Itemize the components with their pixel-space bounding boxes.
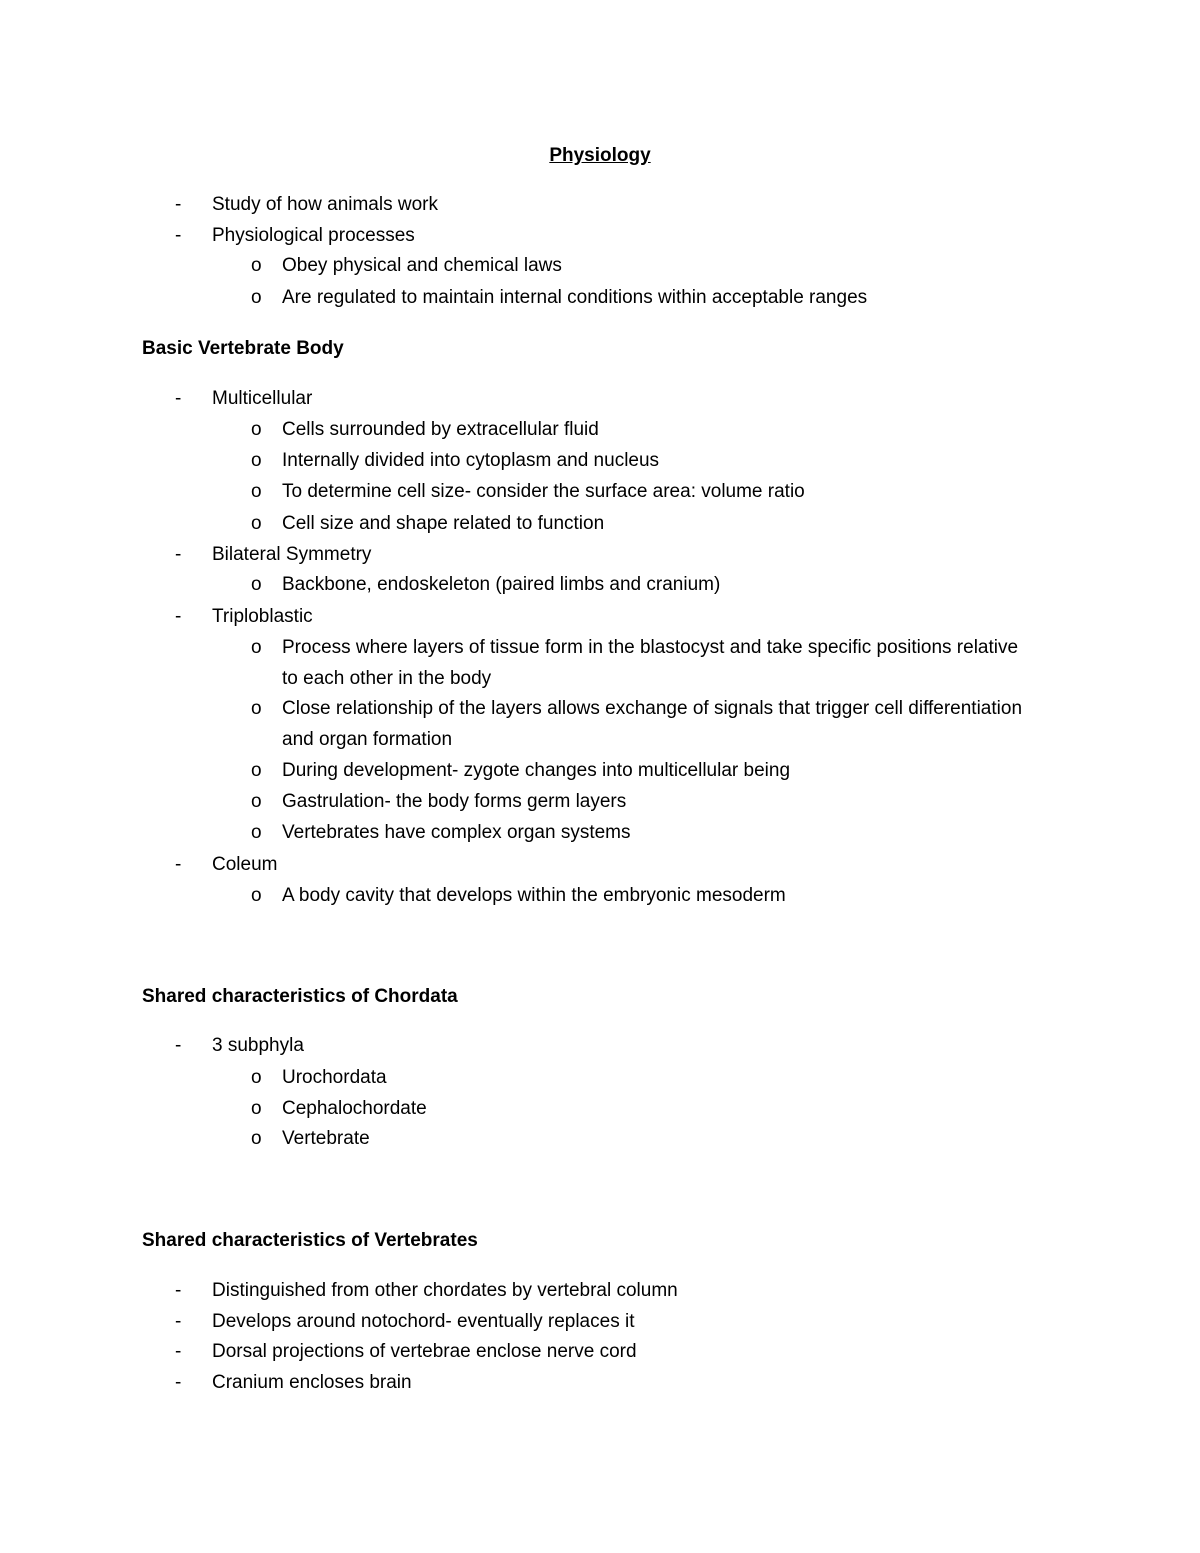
bullet-marker: o [251, 1067, 262, 1088]
bullet-marker: o [251, 791, 262, 812]
bullet-marker: o [251, 822, 262, 843]
list-item: Distinguished from other chordates by vertebral column [212, 1280, 678, 1301]
list-item: Physiological processes [212, 225, 415, 246]
sub-list-item: To determine cell size- consider the surface area: volume ratio [282, 481, 805, 502]
dash-marker: - [175, 388, 182, 409]
dash-marker: - [175, 854, 182, 875]
list-item: Coleum [212, 854, 278, 875]
dash-marker: - [175, 194, 182, 215]
sub-list-item: Close relationship of the layers allows exchange of signals that trigger cell differentiation [282, 698, 1023, 719]
dash-marker: - [175, 1372, 182, 1393]
list-item: Develops around notochord- eventually replaces it [212, 1311, 635, 1332]
sub-list-item: Cells surrounded by extracellular fluid [282, 419, 599, 440]
bullet-marker: o [251, 1128, 262, 1149]
section-heading: Basic Vertebrate Body [142, 338, 344, 359]
list-item: Bilateral Symmetry [212, 544, 372, 565]
list-item: Multicellular [212, 388, 313, 409]
bullet-marker: o [251, 574, 262, 595]
sub-list-item: Cephalochordate [282, 1098, 427, 1119]
dash-marker: - [175, 1035, 182, 1056]
sub-list-item: Vertebrates have complex organ systems [282, 822, 631, 843]
bullet-marker: o [251, 885, 262, 906]
sub-list-item: Cell size and shape related to function [282, 513, 605, 534]
list-item: 3 subphyla [212, 1035, 304, 1056]
sub-list-item: Internally divided into cytoplasm and nucleus [282, 450, 660, 471]
section-heading: Shared characteristics of Chordata [142, 986, 458, 1007]
bullet-marker: o [251, 698, 262, 719]
list-item: Triploblastic [212, 606, 313, 627]
dash-marker: - [175, 544, 182, 565]
sub-list-item: Obey physical and chemical laws [282, 255, 562, 276]
dash-marker: - [175, 1280, 182, 1301]
dash-marker: - [175, 225, 182, 246]
bullet-marker: o [251, 637, 262, 658]
bullet-marker: o [251, 760, 262, 781]
bullet-marker: o [251, 450, 262, 471]
page-title: Physiology [549, 145, 651, 166]
section-heading: Shared characteristics of Vertebrates [142, 1230, 478, 1251]
bullet-marker: o [251, 255, 262, 276]
sub-list-item: Gastrulation- the body forms germ layers [282, 791, 627, 812]
list-item: Study of how animals work [212, 194, 438, 215]
sub-list-item-continued: to each other in the body [282, 668, 492, 689]
sub-list-item: Process where layers of tissue form in the blastocyst and take specific positions relative [282, 637, 1019, 658]
list-item: Cranium encloses brain [212, 1372, 412, 1393]
sub-list-item: Are regulated to maintain internal conditions within acceptable ranges [282, 287, 868, 308]
sub-list-item-continued: and organ formation [282, 729, 453, 750]
bullet-marker: o [251, 1098, 262, 1119]
dash-marker: - [175, 1341, 182, 1362]
sub-list-item: A body cavity that develops within the embryonic mesoderm [282, 885, 786, 906]
sub-list-item: Backbone, endoskeleton (paired limbs and cranium) [282, 574, 721, 595]
bullet-marker: o [251, 419, 262, 440]
bullet-marker: o [251, 287, 262, 308]
bullet-marker: o [251, 481, 262, 502]
list-item: Dorsal projections of vertebrae enclose nerve cord [212, 1341, 637, 1362]
bullet-marker: o [251, 513, 262, 534]
sub-list-item: Urochordata [282, 1067, 387, 1088]
dash-marker: - [175, 1311, 182, 1332]
sub-list-item: Vertebrate [282, 1128, 370, 1149]
sub-list-item: During development- zygote changes into multicellular being [282, 760, 791, 781]
dash-marker: - [175, 606, 182, 627]
